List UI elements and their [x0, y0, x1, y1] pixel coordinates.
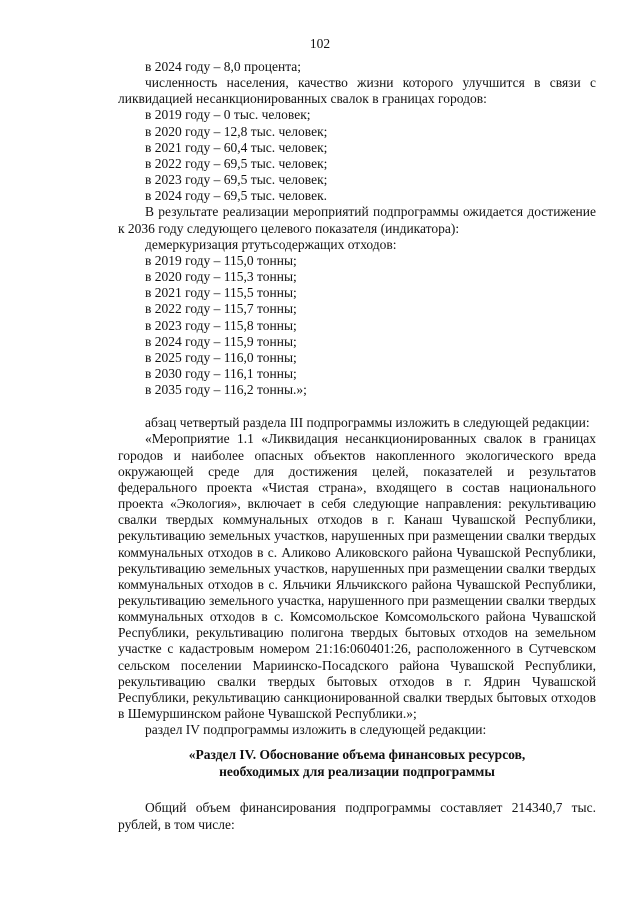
paragraph-section4: раздел IV подпрограммы изложить в следующей редакции: — [145, 722, 487, 738]
list-item: в 2020 году – 12,8 тыс. человек; — [145, 123, 328, 139]
indicator-list — [118, 253, 596, 398]
indicator-title: демеркуризация ртутьсодержащих отходов: — [145, 236, 397, 252]
list-item: в 2019 году – 115,0 тонны; — [145, 252, 297, 268]
list-item: в 2020 году – 115,3 тонны; — [145, 269, 297, 285]
list-item: в 2035 году – 116,2 тонны.»; — [145, 382, 307, 398]
population-list — [118, 107, 596, 204]
paragraph-total: Общий объем финансирования подпрограммы составляет 214340,7 тыс. рублей, в том числе: — [118, 800, 596, 832]
list-item: в 2019 году – 0 тыс. человек; — [145, 107, 311, 123]
list-item: в 2024 году – 69,5 тыс. человек. — [145, 188, 328, 204]
page-number: 102 — [309, 36, 331, 51]
section-heading — [118, 746, 596, 780]
heading-line-2: необходимых для реализации подпрограммы — [219, 764, 495, 780]
list-item: в 2022 году – 69,5 тыс. человек; — [145, 155, 328, 171]
list-item: в 2023 году – 115,8 тонны; — [145, 317, 297, 333]
paragraph-measure: «Мероприятие 1.1 «Ликвидация несанкционированных свалок в границах городов и наиболее опасных объектов накопленного экологического вреда окружающей среде для достижения целей, показателей и результатов федерального проекта «Чистая страна», входящего в состав национального проекта «Экология», включает в себя следующие направления: рекультивацию свалки твердых коммунальных отходов в г. Канаш Чувашской Республики, рекультивацию земельных участков, нарушенных при размещении свалки твердых коммунальных отходов в с. Аликово Аликовского района Чувашской Республики, рекультивацию земельных участков, нарушенных при размещении свалки твердых коммунальных отходов в с. Яльчики Яльчикского района Чувашской Республики, рекультивацию земельного участка, нарушенного при размещении свалки твердых коммунальных отходов в с. Комсомольское Комсомольского района Чувашской Республики, рекультивацию полигона твердых бытовых отходов на земельном участке с кадастровым номером 21:16:060401:26, расположенного в Сутчевском сельском поселении Мариинско-Посадского района Чувашской Республики, рекультивацию свалки твердых бытовых отходов в г. Ядрин Чувашской Республики, рекультивацию санкционированной свалки твердых бытовых отходов в Шемуршинском районе Чувашской Республики.»; — [118, 431, 596, 722]
heading-line-1: «Раздел IV. Обоснование объема финансовых ресурсов, — [188, 747, 526, 763]
list-item: в 2022 году – 115,7 тонны; — [145, 301, 297, 317]
paragraph-abzac: абзац четвертый раздела III подпрограммы изложить в следующей редакции: — [145, 415, 590, 431]
list-item: в 2021 году – 60,4 тыс. человек; — [145, 139, 328, 155]
paragraph-population: численность населения, качество жизни которого улучшится в связи с ликвидацией несанкционированных свалок в границах городов: — [118, 75, 596, 107]
list-item: в 2025 году – 116,0 тонны; — [145, 349, 297, 365]
list-item: в 2024 году – 115,9 тонны; — [145, 333, 297, 349]
list-item: в 2030 году – 116,1 тонны; — [145, 365, 297, 381]
list-item: в 2023 году – 69,5 тыс. человек; — [145, 172, 328, 188]
text-line: в 2024 году – 8,0 процента; — [145, 59, 302, 74]
document-body — [118, 59, 596, 833]
list-item: в 2021 году – 115,5 тонны; — [145, 285, 297, 301]
paragraph-result: В результате реализации мероприятий подпрограммы ожидается достижение к 2036 году следующего целевого показателя (индикатора): — [118, 204, 596, 236]
